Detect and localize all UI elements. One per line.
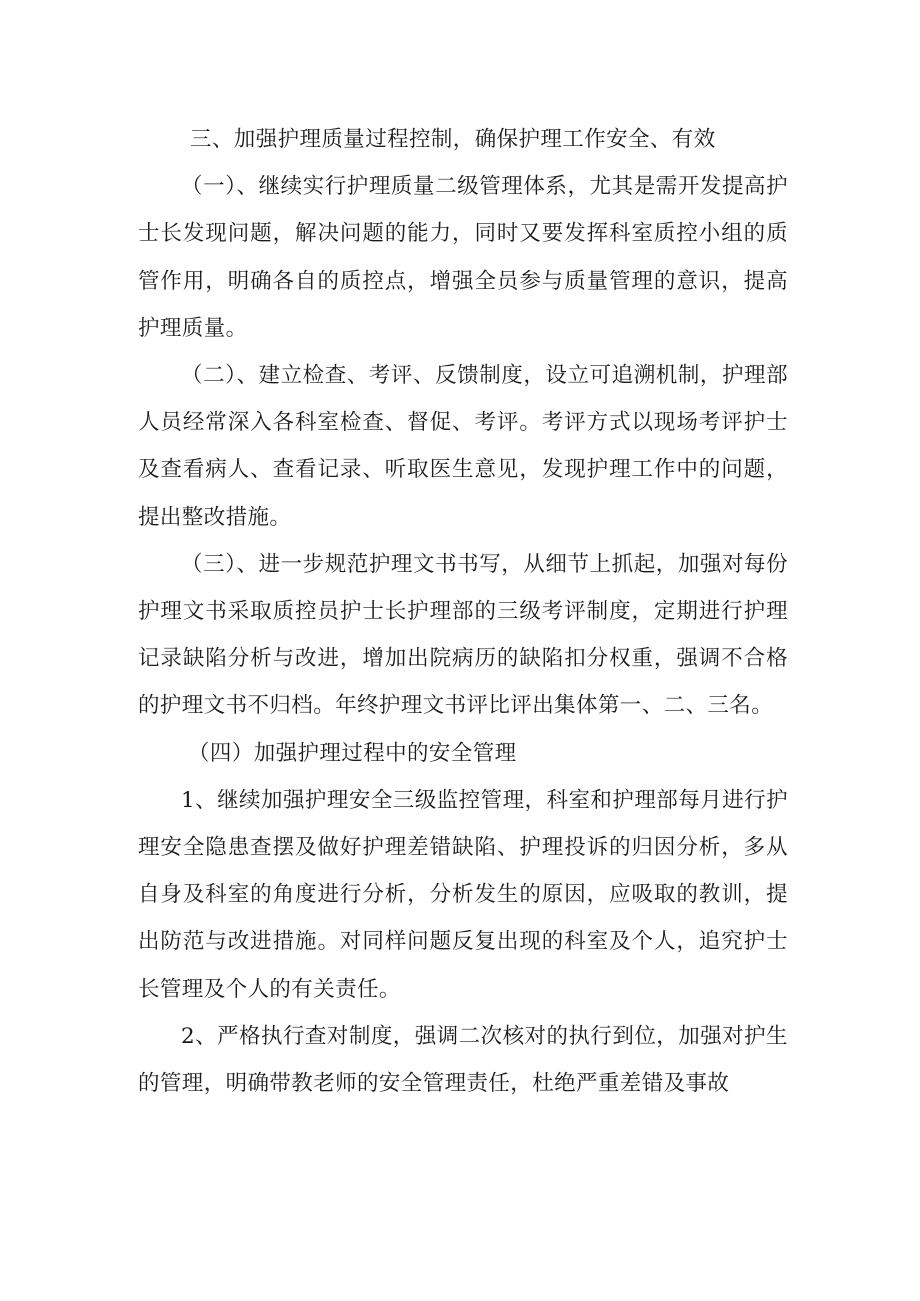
document-body [138, 116, 788, 1107]
paragraph-item-4-1: 1、继续加强护理安全三级监控管理，科室和护理部每月进行护理安全隐患查摆及做好护理差错缺陷、护理投诉的归因分析，多从自身及科室的角度进行分析，分析发生的原因，应吸取的教训，提出防范与改进措施。对同样问题反复出现的科室及个人，追究护士长管理及个人的有关责任。 [138, 787, 788, 1002]
paragraph-item-1: （一）、继续实行护理质量二级管理体系，尤其是需开发提高护士长发现问题，解决问题的能力，同时又要发挥科室质控小组的质管作用，明确各自的质控点，增强全员参与质量管理的意识，提高护理质量。 [138, 174, 788, 341]
subsection-heading: （四）加强护理过程中的安全管理 [188, 740, 517, 766]
paragraph-item-2: （二）、建立检查、考评、反馈制度，设立可追溯机制，护理部人员经常深入各科室检查、督促、考评。考评方式以现场考评护士及查看病人、查看记录、听取医生意见，发现护理工作中的问题，提出整改措施。 [138, 363, 788, 530]
section-heading: 三、加强护理质量过程控制，确保护理工作安全、有效 [190, 127, 716, 152]
paragraph-item-3: （三）、进一步规范护理文书书写，从细节上抓起，加强对每份护理文书采取质控员护士长护理部的三级考评制度，定期进行护理记录缺陷分析与改进，增加出院病历的缺陷扣分权重，强调不合格的护理文书不归档。年终护理文书评比评出集体第一、二、三名。 [138, 551, 788, 719]
paragraph-item-4-2: 2、严格执行查对制度，强调二次核对的执行到位，加强对护生的管理，明确带教老师的安全管理责任，杜绝严重差错及事故 [138, 1023, 788, 1097]
